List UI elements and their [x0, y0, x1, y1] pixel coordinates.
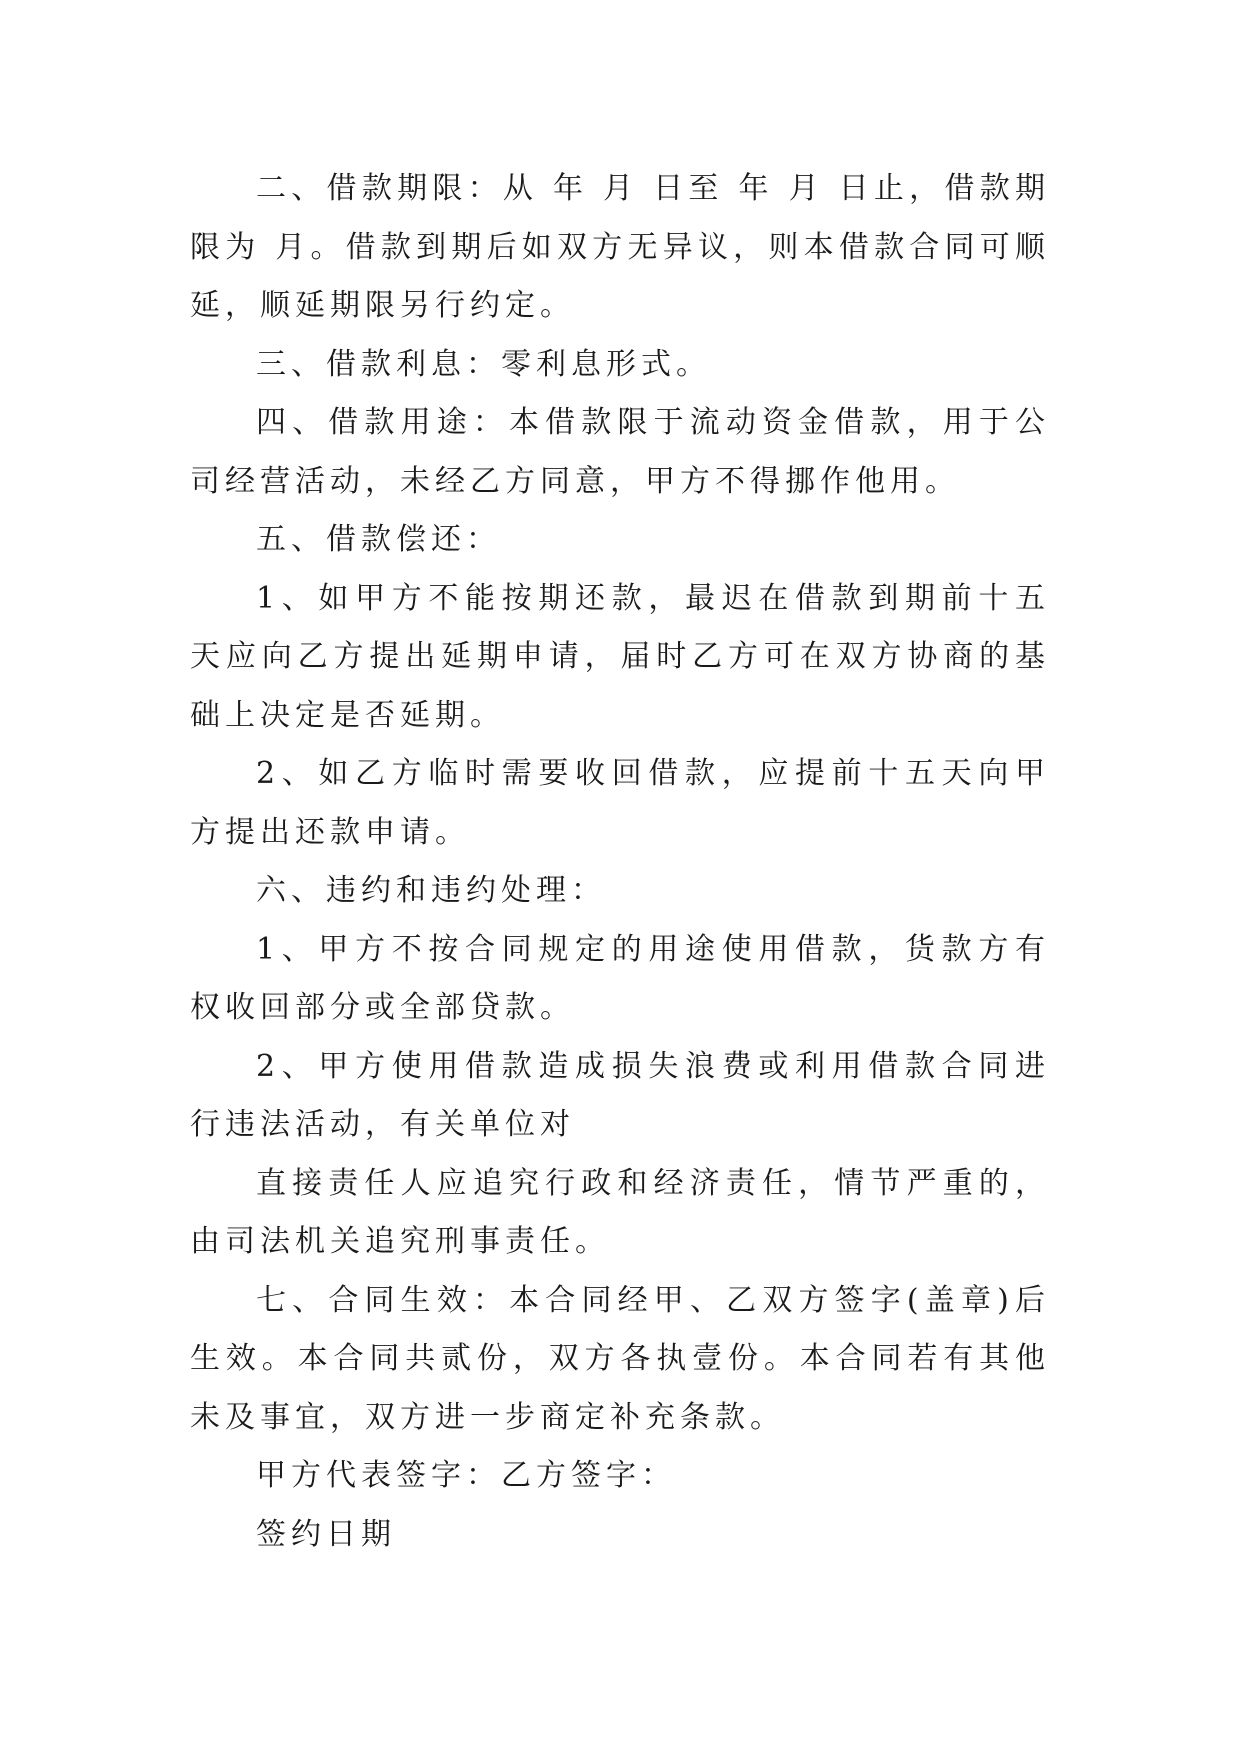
clause-loan-term: 二、借款期限：从 年 月 日至 年 月 日止，借款期限为 月。借款到期后如双方无异议，则本借款合同可顺延，顺延期限另行约定。 — [190, 171, 1050, 323]
signing-date-label: 签约日期 — [256, 1516, 396, 1552]
clause-repayment-item-2: 2、如乙方临时需要收回借款，应提前十五天向甲方提出还款申请。 — [190, 756, 1050, 850]
clause-repayment-heading: 五、借款偿还： — [256, 522, 501, 557]
clause-breach-item-2: 2、甲方使用借款造成损失浪费或利用借款合同进行违法活动，有关单位对 — [190, 1048, 1050, 1142]
contract-body — [190, 160, 1050, 1564]
clause-repayment-item-1: 1、如甲方不能按期还款，最迟在借款到期前十五天应向乙方提出延期申请，届时乙方可在双方协商的基础上决定是否延期。 — [190, 580, 1050, 733]
clause-breach-item-2-continued: 直接责任人应追究行政和经济责任，情节严重的，由司法机关追究刑事责任。 — [190, 1165, 1050, 1259]
signature-line: 甲方代表签字：乙方签字： — [256, 1458, 676, 1493]
clause-effectiveness: 七、合同生效：本合同经甲、乙双方签字(盖章)后生效。本合同共贰份，双方各执壹份。本合同若有其他未及事宜，双方进一步商定补充条款。 — [190, 1282, 1050, 1435]
clause-loan-interest: 三、借款利息：零利息形式。 — [256, 346, 711, 382]
clause-breach-heading: 六、违约和违约处理： — [256, 873, 606, 908]
clause-loan-purpose: 四、借款用途：本借款限于流动资金借款，用于公司经营活动，未经乙方同意，甲方不得挪作他用。 — [190, 405, 1050, 499]
clause-breach-item-1: 1、甲方不按合同规定的用途使用借款，货款方有权收回部分或全部贷款。 — [190, 931, 1050, 1025]
